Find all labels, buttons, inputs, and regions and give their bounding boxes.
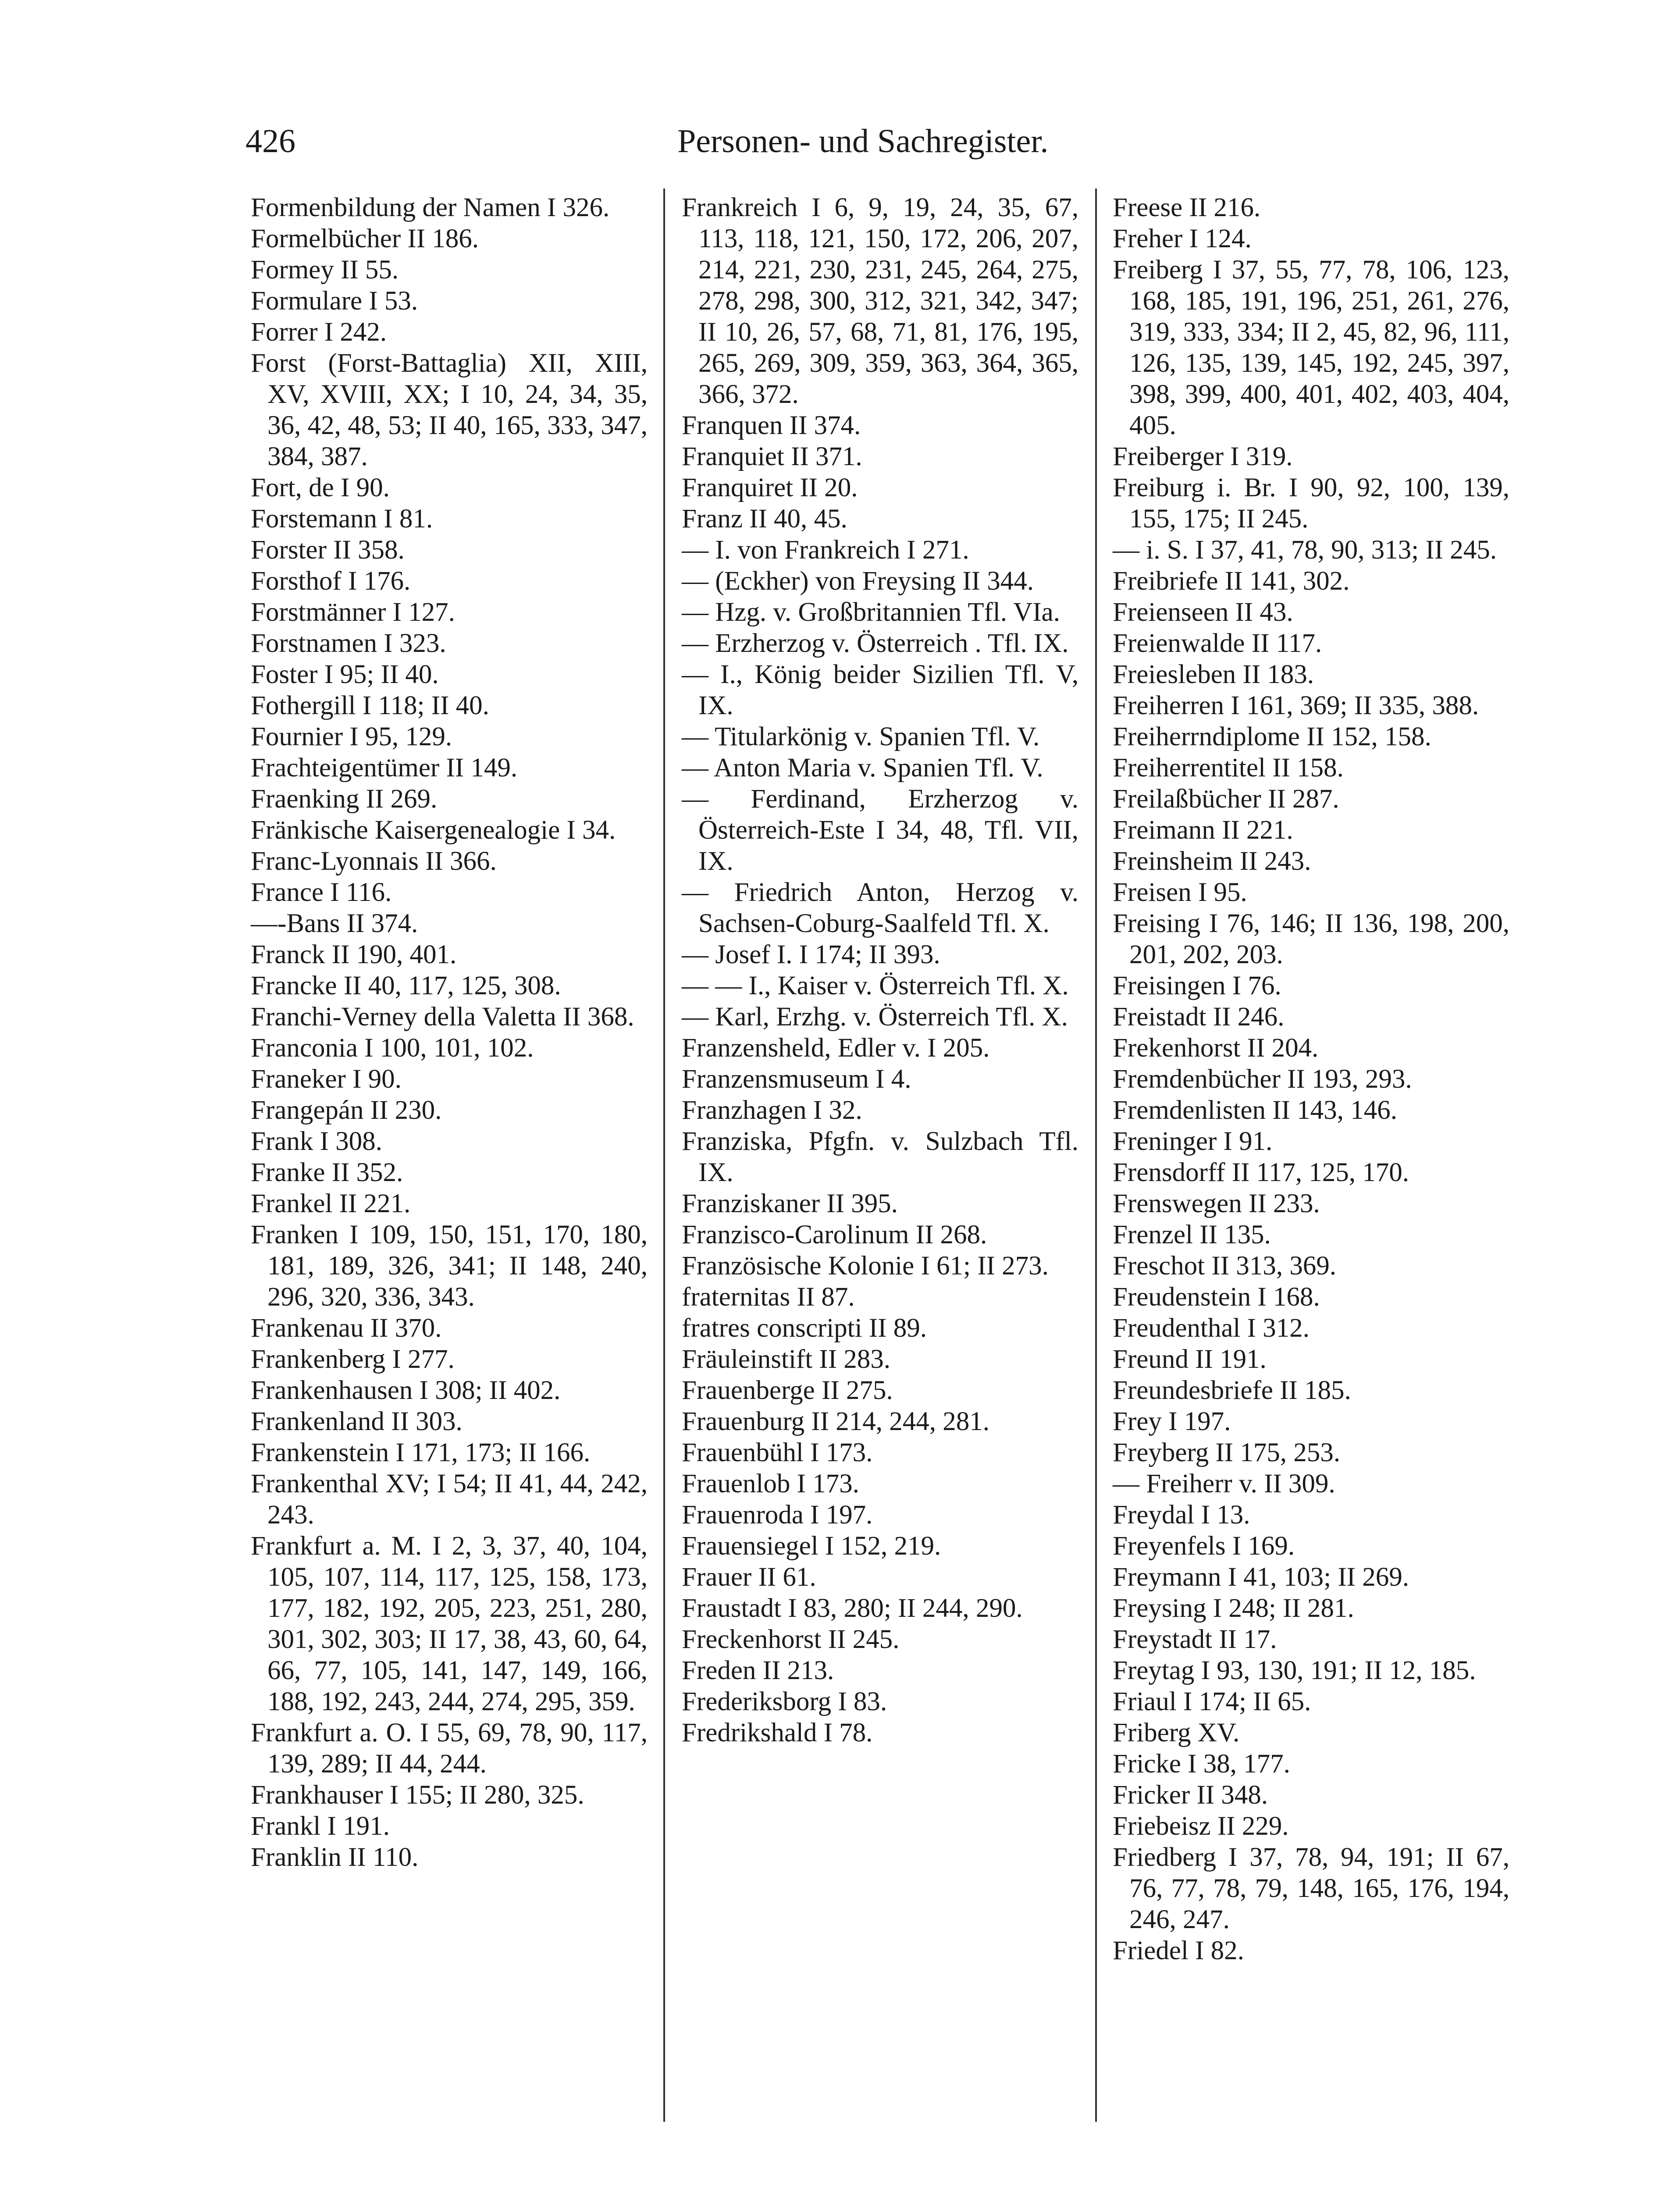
index-entry: Francke II 40, 117, 125, 308.: [251, 971, 561, 1000]
index-entry: Franchi-Verney della Valetta II 368.: [251, 1002, 634, 1032]
index-entry: —-Bans II 374.: [251, 909, 418, 938]
index-entry: Freystadt II 17.: [1113, 1625, 1277, 1654]
index-entry: Fremdenlisten II 143, 146.: [1113, 1096, 1397, 1125]
index-entry: Frauenberge II 275.: [682, 1376, 893, 1405]
index-entry: Freiherrentitel II 158.: [1113, 753, 1344, 783]
index-entry: Frenswegen II 233.: [1113, 1189, 1320, 1218]
index-entry: Freiherrndiplome II 152, 158.: [1113, 722, 1431, 751]
index-entry: Fothergill I 118; II 40.: [251, 691, 489, 720]
index-entry: Friebeisz II 229.: [1113, 1811, 1289, 1841]
index-entry: Franconia I 100, 101, 102.: [251, 1033, 534, 1063]
index-entry: — Erzherzog v. Österreich . Tfl. IX.: [682, 629, 1069, 658]
index-entry: Franquen II 374.: [682, 411, 861, 440]
index-entry: Freckenhorst II 245.: [682, 1625, 900, 1654]
index-entry: — (Eckher) von Freysing II 344.: [682, 566, 1034, 596]
index-entry: Freytag I 93, 130, 191; II 12, 185.: [1113, 1656, 1476, 1685]
index-entry: Fournier I 95, 129.: [251, 722, 452, 751]
index-entry: Freudenthal I 312.: [1113, 1313, 1310, 1343]
index-entry: Frankel II 221.: [251, 1189, 411, 1218]
index-entry: Frauensiegel I 152, 219.: [682, 1531, 941, 1561]
index-entry: Franziskaner II 395.: [682, 1189, 898, 1218]
index-entry: Freibriefe II 141, 302.: [1113, 566, 1350, 596]
index-entry: Frankenhausen I 308; II 402.: [251, 1376, 561, 1405]
index-entry: — i. S. I 37, 41, 78, 90, 313; II 245.: [1113, 535, 1497, 565]
index-entry: Forsthof I 176.: [251, 566, 411, 596]
running-title: Personen- und Sachregister.: [677, 123, 1049, 160]
index-entry: Freydal I 13.: [1113, 1500, 1250, 1530]
index-entry: Freiesleben II 183.: [1113, 660, 1314, 689]
index-entry: Franck II 190, 401.: [251, 940, 457, 969]
index-entry: Frederiksborg I 83.: [682, 1687, 887, 1716]
index-entry: Freistadt II 246.: [1113, 1002, 1285, 1032]
index-entry: Freden II 213.: [682, 1656, 834, 1685]
index-entry: — Karl, Erzhg. v. Österreich Tfl. X.: [682, 1002, 1068, 1032]
index-entry: Franquiet II 371.: [682, 442, 862, 471]
index-entry: Frankfurt a. M. I 2, 3, 37, 40, 104, 105, 107, 114, 117, 125, 158, 173, 177, 182, 192, 205, 223, 251, 280, 301, 302, 303; II 17, 38, 43, 60, 64, 66, 77, 105, 141, 147, 149, 166, 188, 192, 243, 244, 274, 295, 359.: [251, 1531, 648, 1716]
index-entry: Fremdenbücher II 193, 293.: [1113, 1064, 1412, 1094]
page-number: 426: [246, 123, 295, 160]
index-entry: Frauer II 61.: [682, 1562, 816, 1592]
index-entry: Frankenthal XV; I 54; II 41, 44, 242, 243.: [251, 1469, 648, 1530]
index-entry: Fricker II 348.: [1113, 1780, 1268, 1810]
index-entry: Freschot II 313, 369.: [1113, 1251, 1336, 1281]
index-entry: Frachteigentümer II 149.: [251, 753, 518, 783]
index-entry: Freiberg I 37, 55, 77, 78, 106, 123, 168, 185, 191, 196, 251, 261, 276, 319, 333, 334; II 2, 45, 82, 96, 111, 126, 135, 139, 145, 192, 245, 397, 398, 399, 400, 401, 402, 403, 404, 405.: [1113, 255, 1509, 440]
index-entry: Fräuleinstift II 283.: [682, 1345, 891, 1374]
index-entry: Forstmänner I 127.: [251, 598, 455, 627]
index-entry: Frankhauser I 155; II 280, 325.: [251, 1780, 584, 1810]
index-entry: Foster I 95; II 40.: [251, 660, 439, 689]
index-entry: Frekenhorst II 204.: [1113, 1033, 1319, 1063]
index-entry: Friaul I 174; II 65.: [1113, 1687, 1311, 1716]
index-column-1: [251, 192, 648, 1873]
index-entry: Freninger I 91.: [1113, 1127, 1273, 1156]
index-entry: Freiberger I 319.: [1113, 442, 1293, 471]
index-entry: Franzensheld, Edler v. I 205.: [682, 1033, 990, 1063]
index-entry: Freienwalde II 117.: [1113, 629, 1322, 658]
index-entry: Frangepán II 230.: [251, 1096, 442, 1125]
index-entry: Freyenfels I 169.: [1113, 1531, 1295, 1561]
index-entry: Freese II 216.: [1113, 193, 1261, 222]
index-entry: Frensdorff II 117, 125, 170.: [1113, 1158, 1409, 1187]
index-entry: Formenbildung der Namen I 326.: [251, 193, 610, 222]
index-entry: Friedel I 82.: [1113, 1936, 1244, 1965]
index-entry: Freiherren I 161, 369; II 335, 388.: [1113, 691, 1479, 720]
index-entry: Frankreich I 6, 9, 19, 24, 35, 67, 113, 118, 121, 150, 172, 206, 207, 214, 221, 230, 231, 245, 264, 275, 278, 298, 300, 312, 321, 342, 347; II 10, 26, 57, 68, 71, 81, 176, 195, 265, 269, 309, 359, 363, 364, 365, 366, 372.: [682, 193, 1078, 409]
index-entry: Frankenau II 370.: [251, 1313, 442, 1343]
index-entry: Frauenburg II 214, 244, 281.: [682, 1407, 989, 1436]
index-entry: Frankfurt a. O. I 55, 69, 78, 90, 117, 139, 289; II 44, 244.: [251, 1718, 648, 1779]
index-entry: Freund II 191.: [1113, 1345, 1267, 1374]
index-entry: Frankl I 191.: [251, 1811, 390, 1841]
index-entry: — Freiherr v. II 309.: [1113, 1469, 1335, 1498]
index-entry: Frauenroda I 197.: [682, 1500, 873, 1530]
index-entry: fratres conscripti II 89.: [682, 1313, 927, 1343]
index-entry: Friedberg I 37, 78, 94, 191; II 67, 76, 77, 78, 79, 148, 165, 176, 194, 246, 247.: [1113, 1843, 1509, 1934]
index-entry: Fredrikshald I 78.: [682, 1718, 873, 1747]
index-entry: — Friedrich Anton, Herzog v. Sachsen-Coburg-Saalfeld Tfl. X.: [682, 878, 1078, 938]
index-entry: Forster II 358.: [251, 535, 405, 565]
index-entry: Franquiret II 20.: [682, 473, 858, 502]
index-entry: Formey II 55.: [251, 255, 399, 285]
index-entry: Forst (Forst-Battaglia) XII, XIII, XV, XVIII, XX; I 10, 24, 34, 35, 36, 42, 48, 53; II 40, 165, 333, 347, 384, 387.: [251, 349, 648, 471]
index-entry: Franzensmuseum I 4.: [682, 1064, 911, 1094]
index-entry: — I., König beider Sizilien Tfl. V, IX.: [682, 660, 1078, 720]
index-entry: Franzhagen I 32.: [682, 1096, 862, 1125]
index-entry: Fraenking II 269.: [251, 784, 438, 814]
index-entry: — Titularkönig v. Spanien Tfl. V.: [682, 722, 1040, 751]
index-entry: — Hzg. v. Großbritannien Tfl. VIa.: [682, 598, 1060, 627]
index-entry: — Anton Maria v. Spanien Tfl. V.: [682, 753, 1043, 783]
index-entry: Fort, de I 90.: [251, 473, 390, 502]
index-entry: Freisingen I 76.: [1113, 971, 1281, 1000]
index-entry: Franken I 109, 150, 151, 170, 180, 181, 189, 326, 341; II 148, 240, 296, 320, 336, 343.: [251, 1220, 648, 1312]
index-entry: Franeker I 90.: [251, 1064, 402, 1094]
index-entry: Freising I 76, 146; II 136, 198, 200, 201, 202, 203.: [1113, 909, 1509, 969]
index-entry: Fränkische Kaisergenealogie I 34.: [251, 815, 616, 845]
index-entry: Frauenlob I 173.: [682, 1469, 859, 1498]
index-entry: Franklin II 110.: [251, 1843, 419, 1872]
index-entry: Freiburg i. Br. I 90, 92, 100, 139, 155, 175; II 245.: [1113, 473, 1509, 534]
column-divider: [663, 189, 665, 2122]
index-entry: Freienseen II 43.: [1113, 598, 1293, 627]
index-entry: Freysing I 248; II 281.: [1113, 1594, 1354, 1623]
index-entry: Franke II 352.: [251, 1158, 403, 1187]
index-entry: Frankenland II 303.: [251, 1407, 463, 1436]
index-entry: Fraustadt I 83, 280; II 244, 290.: [682, 1594, 1023, 1623]
index-entry: Franzisco-Carolinum II 268.: [682, 1220, 987, 1249]
index-entry: Frankenstein I 171, 173; II 166.: [251, 1438, 591, 1467]
index-entry: Frankenberg I 277.: [251, 1345, 455, 1374]
index-entry: Freilaßbücher II 287.: [1113, 784, 1339, 814]
index-entry: Freher I 124.: [1113, 224, 1252, 253]
index-entry: — — I., Kaiser v. Österreich Tfl. X.: [682, 971, 1069, 1000]
index-entry: Formelbücher II 186.: [251, 224, 479, 253]
index-entry: Freundesbriefe II 185.: [1113, 1376, 1351, 1405]
index-entry: Frank I 308.: [251, 1127, 382, 1156]
index-entry: Frey I 197.: [1113, 1407, 1231, 1436]
column-divider: [1095, 189, 1097, 2122]
index-entry: Freimann II 221.: [1113, 815, 1293, 845]
index-entry: Freyberg II 175, 253.: [1113, 1438, 1340, 1467]
index-column-3: [1113, 192, 1509, 1966]
index-entry: Forrer I 242.: [251, 317, 387, 347]
index-entry: — Josef I. I 174; II 393.: [682, 940, 940, 969]
index-entry: Forstemann I 81.: [251, 504, 433, 534]
index-entry: fraternitas II 87.: [682, 1282, 855, 1312]
index-entry: Forstnamen I 323.: [251, 629, 446, 658]
index-entry: Freymann I 41, 103; II 269.: [1113, 1562, 1409, 1592]
page-header: [0, 119, 1680, 163]
index-entry: Friberg XV.: [1113, 1718, 1240, 1747]
index-entry: Französische Kolonie I 61; II 273.: [682, 1251, 1049, 1281]
index-entry: — I. von Frankreich I 271.: [682, 535, 969, 565]
index-entry: Freinsheim II 243.: [1113, 847, 1311, 876]
index-entry: Freudenstein I 168.: [1113, 1282, 1320, 1312]
index-entry: — Ferdinand, Erzherzog v. Österreich-Este I 34, 48, Tfl. VII, IX.: [682, 784, 1078, 876]
index-entry: Fricke I 38, 177.: [1113, 1749, 1290, 1779]
index-entry: Frenzel II 135.: [1113, 1220, 1271, 1249]
index-entry: Frauenbühl I 173.: [682, 1438, 873, 1467]
index-entry: Franziska, Pfgfn. v. Sulzbach Tfl. IX.: [682, 1127, 1078, 1187]
index-entry: Franc-Lyonnais II 366.: [251, 847, 497, 876]
index-entry: Formulare I 53.: [251, 286, 418, 316]
index-entry: Freisen I 95.: [1113, 878, 1247, 907]
index-column-2: [682, 192, 1078, 1748]
index-entry: France I 116.: [251, 878, 392, 907]
index-entry: Franz II 40, 45.: [682, 504, 847, 534]
